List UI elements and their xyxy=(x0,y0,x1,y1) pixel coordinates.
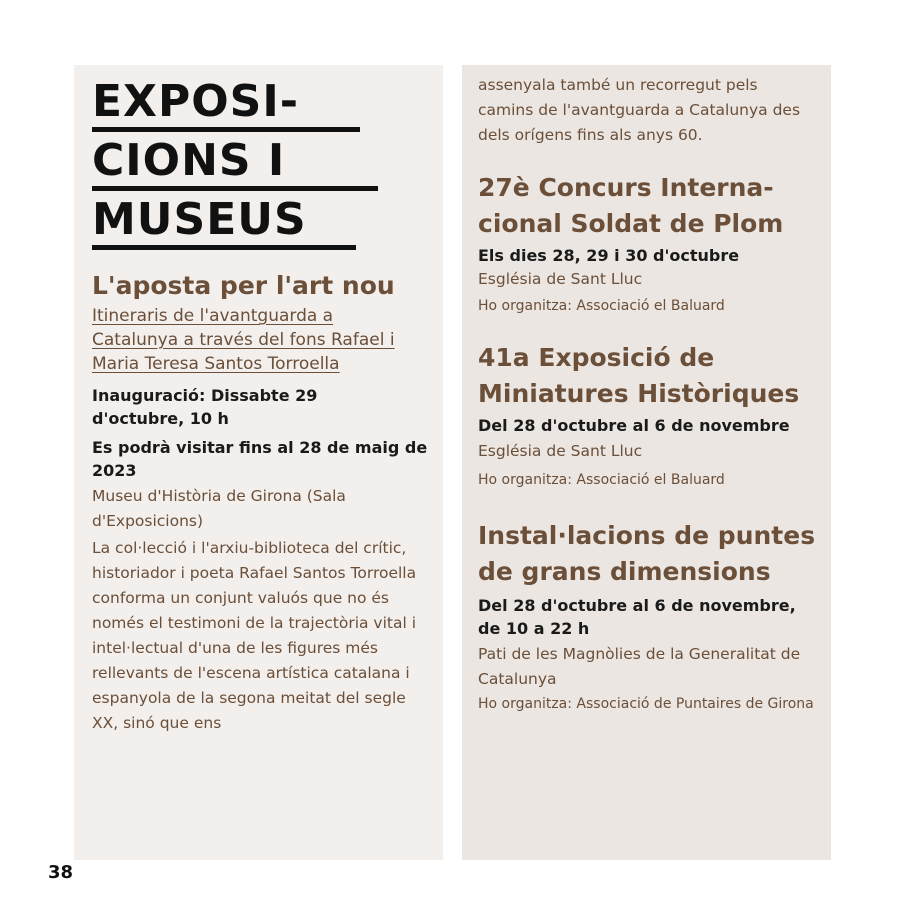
event-venue: Església de Sant Lluc xyxy=(478,442,643,460)
exhibition-link[interactable]: Itineraris de l'avantguarda a Catalunya a través del fons Rafael i Maria Teresa Santos Torroella xyxy=(92,306,395,374)
page-title xyxy=(92,77,429,250)
event-3 xyxy=(478,518,819,716)
event-title: 41a Exposició de Miniatures Històriques xyxy=(478,343,800,408)
title-line: EXPOSI- xyxy=(92,77,360,132)
event-1 xyxy=(478,170,819,318)
event-organizer: Ho organitza: Associació el Baluard xyxy=(478,472,725,488)
event-title: 27è Concurs Interna-cional Soldat de Plom xyxy=(478,173,784,238)
title-line: CIONS I xyxy=(92,136,378,191)
venue-text: Museu d'Història de Girona (Sala d'Exposicions) xyxy=(92,487,346,530)
page-number: 38 xyxy=(48,862,74,883)
event-venue: Pati de les Magnòlies de la Generalitat de Catalunya xyxy=(478,645,801,688)
continuation-text: assenyala també un recorregut pels camins de l'avantguarda a Catalunya des dels orígens fins als anys 60. xyxy=(478,76,801,144)
title-line: MUSEUS xyxy=(92,195,356,250)
right-column xyxy=(462,65,831,860)
event-2 xyxy=(478,340,819,492)
visit-until-text: Es podrà visitar fins al 28 de maig de 2023 xyxy=(92,438,428,480)
event-venue: Església de Sant Lluc xyxy=(478,270,643,288)
section-title: L'aposta per l'art nou xyxy=(92,271,395,300)
description-text: La col·lecció i l'arxiu-biblioteca del crític, historiador i poeta Rafael Santos Torroella conforma un conjunt valuós que no és només el testimoni de la trajectòria vital i intel·lectual d'una de les figures més rellevants de l'escena artística catalana i espanyola de la segona meitat del segle XX, sinó que ens xyxy=(92,539,417,732)
event-dates: Els dies 28, 29 i 30 d'octubre xyxy=(478,246,740,265)
event-dates: Del 28 d'octubre al 6 de novembre xyxy=(478,416,790,435)
event-dates: Del 28 d'octubre al 6 de novembre, de 10 a 22 h xyxy=(478,596,796,638)
event-organizer: Ho organitza: Associació el Baluard xyxy=(478,298,725,314)
event-title: Instal·lacions de puntes de grans dimensions xyxy=(478,521,816,586)
inauguration-text: Inauguració: Dissabte 29 d'octubre, 10 h xyxy=(92,386,318,428)
left-column xyxy=(74,65,443,860)
event-organizer: Ho organitza: Associació de Puntaires de Girona xyxy=(478,696,814,712)
